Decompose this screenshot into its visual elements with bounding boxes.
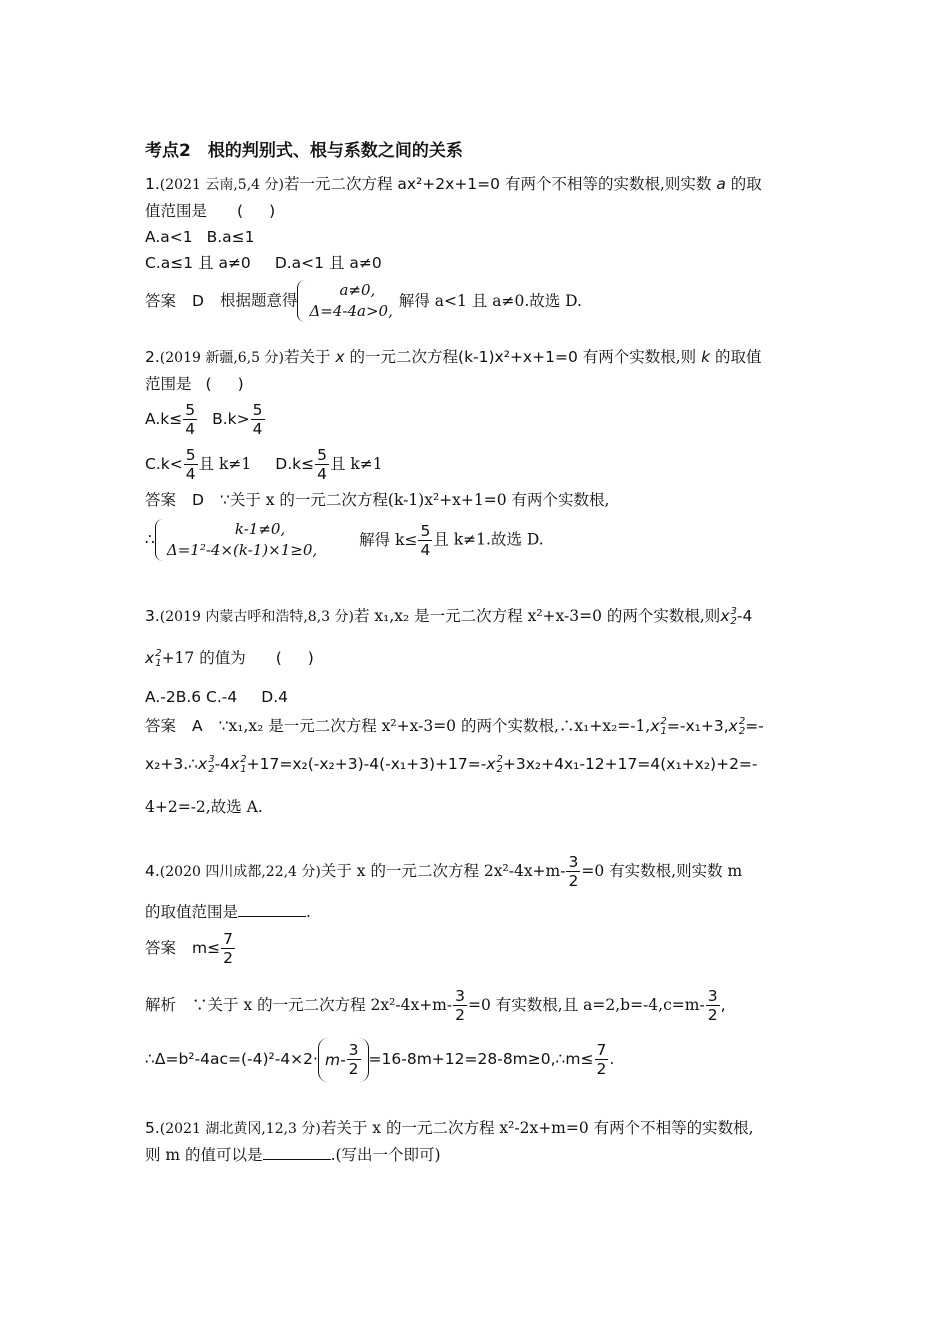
q4-jiexi-line2-b: =16-8m+12=28-8m≥0,∴m≤ — [368, 1050, 594, 1068]
q3-stem-a: 若 x₁,x₂ 是一元二次方程 x²+x-3=0 的两个实数根,则 — [353, 607, 721, 625]
q2-option-a: A.k≤ — [145, 410, 183, 428]
q2-answer-text-a: ∵关于 x 的一元二次方程(k-1)x²+x+1=0 有两个实数根, — [219, 491, 610, 509]
q1-stem-b: 有两个不相等的实数根,则实数 — [500, 175, 717, 193]
question-2 — [145, 344, 810, 561]
q1-answer-paren — [237, 198, 275, 224]
q1-answer-text-b: 解得 a<1 且 a≠0.故选 D. — [398, 291, 582, 310]
fraction-7-2 — [221, 930, 235, 967]
frac-den: 4 — [420, 540, 431, 559]
q1-stem-a: 若一元二次方程 — [283, 175, 398, 193]
therefore-symbol: ∴ — [145, 530, 155, 549]
q2-option-d-tail: 且 k≠1 — [329, 455, 383, 473]
q4-jiexi-line1-a: ∵关于 x 的一元二次方程 2x²-4x+m- — [192, 996, 453, 1014]
q1-option-a: A.a<1 — [145, 228, 193, 246]
x2-cubed: x 3 2 — [198, 753, 215, 775]
x2-cubed: x 3 2 — [720, 605, 737, 627]
q2-answer-choice: D — [192, 491, 204, 509]
q4-answer — [145, 925, 810, 971]
q4-stem-a: 关于 x 的一元二次方程 2x²-4x+m- — [320, 862, 566, 880]
q1-sys-line2: Δ=4-4a>0, — [309, 302, 393, 320]
q1-stem-line2: 值范围是 — [145, 202, 208, 220]
q4-source: (2020 四川成都,22,4 分) — [159, 864, 321, 880]
question-3 — [145, 601, 810, 820]
q4-jiexi-label: 解析 — [145, 996, 177, 1014]
q3-options-abc: A.-2B.6 C.-4 — [145, 688, 238, 706]
q1-option-c: C.a≤1 且 a≠0 — [145, 254, 251, 272]
q4-paren-text: m- — [324, 1050, 346, 1069]
document-body — [145, 136, 810, 1168]
paren-close: ) — [269, 202, 276, 220]
q3-answer-paren — [276, 638, 314, 678]
frac-num: 5 — [185, 401, 196, 419]
q3-answer-line1: ∵x₁,x₂ 是一元二次方程 x²+x-3=0 的两个实数根,∴x₁+x₂=-1, — [218, 717, 651, 735]
q2-answer-system — [145, 519, 810, 561]
frac-num: 3 — [707, 987, 718, 1005]
q3-answer-line2 — [145, 742, 810, 786]
q3-answer-line3-text: 4+2=-2,故选 A. — [145, 798, 263, 816]
frac-num: 3 — [568, 853, 579, 871]
q5-source: (2021 湖北黄冈,12,3 分) — [159, 1121, 321, 1137]
paren-open: ( — [205, 375, 212, 393]
q2-stem-a: 若关于 — [283, 348, 336, 366]
frac-num: 7 — [596, 1041, 607, 1059]
q2-var-x: x — [335, 348, 345, 366]
q2-equation-system — [155, 519, 317, 561]
q2-var-k: k — [701, 348, 711, 366]
q4-stem-b: =0 有实数根,则实数 m — [581, 862, 743, 880]
q1-option-b: B.a≤1 — [206, 228, 255, 246]
q2-option-d: D.k≤ — [275, 455, 315, 473]
q2-stem-d: 的取值 — [710, 348, 762, 366]
q5-number: 5. — [145, 1119, 160, 1137]
q3-answer-line1-c: =- — [745, 717, 764, 735]
q5-stem-line2-b: .(写出一个即可) — [330, 1146, 441, 1164]
q3-answer-line3 — [145, 794, 810, 820]
fraction-5-4 — [251, 401, 265, 438]
q2-equation: (k-1)x²+x+1=0 — [458, 348, 578, 366]
x2-squared: x 2 2 — [486, 753, 503, 775]
q3-answer-line2-b: -4 — [214, 755, 231, 773]
q1-options-row1 — [145, 224, 810, 250]
q1-source: (2021 云南,5,4 分) — [159, 177, 284, 193]
q1-equation-system — [297, 280, 392, 322]
paren-close: ) — [237, 375, 244, 393]
q2-answer — [145, 487, 810, 513]
fraction-5-4 — [183, 401, 197, 438]
fraction-3-2 — [347, 1041, 361, 1078]
x1-squared: x 2 1 — [650, 715, 667, 737]
fraction-3-2 — [566, 853, 580, 890]
frac-num: 5 — [420, 521, 431, 540]
q4-jiexi-line2-a: ∴Δ=b²-4ac=(-4)²-4×2· — [145, 1050, 318, 1068]
q4-paren-group — [318, 1038, 369, 1082]
q2-option-b: B.k> — [212, 410, 250, 428]
q3-answer-label: 答案 — [145, 717, 177, 735]
q2-answer-text-c: 且 k≠1.故选 D. — [433, 530, 544, 549]
question-4: 4.(2020 四川成都,22,4 分)关于 x 的一元二次方程 2x²-4x+m- $\frac{3}{2}$ =0 有实数根,则实数 m 的取值范围是 . 答案 m≤ $\frac{7}{2}$ 解析 ∵关于 x 的一元二次方程 2x²-4x+m- $\frac{3}{2}$ =0 有实数根,且 a=2,b=-4,c=m- $\frac{3}{2}$ , ∴Δ=b²-4ac=(-4)²-4×2· m- $\frac{3}{2}$ =16-8m+12=28-8m≥0,∴m≤ $\frac{7}{2}$ . — [145, 848, 810, 1085]
q5-answer-blank[interactable] — [263, 1145, 331, 1160]
q3-source: (2019 内蒙古呼和浩特,8,3 分) — [159, 609, 354, 625]
q1-option-d: D.a<1 且 a≠0 — [274, 254, 382, 272]
q5-stem-line2-a: 则 m 的值可以是 — [145, 1146, 263, 1164]
frac-den: 2 — [455, 1006, 465, 1024]
q2-answer-paren — [206, 371, 244, 397]
frac-den: 2 — [707, 1006, 718, 1024]
frac-num: 5 — [317, 446, 327, 464]
q4-answer-blank[interactable] — [238, 902, 306, 917]
q4-answer-label: 答案 — [145, 939, 177, 957]
q1-options-row2 — [145, 250, 810, 276]
x1-squared: x 2 1 — [230, 753, 247, 775]
frac-num: 5 — [252, 401, 263, 419]
q4-jiexi: 解析 ∵关于 x 的一元二次方程 2x²-4x+m- $\frac{3}{2}$ =0 有实数根,且 a=2,b=-4,c=m- $\frac{3}{2}$ , — [145, 987, 726, 1024]
q2-answer-text-b: 解得 k≤ — [359, 530, 418, 549]
frac-den: 4 — [185, 420, 196, 438]
frac-den: 2 — [596, 1060, 607, 1078]
q4-jiexi-line1-b: =0 有实数根,且 a=2,b=-4,c=m- — [468, 996, 705, 1014]
x2-squared: x 2 2 — [728, 715, 746, 737]
q1-var-a: a — [716, 175, 726, 193]
q2-sys-line1: k-1≠0, — [234, 520, 286, 538]
fraction-5-4 — [315, 446, 329, 483]
q3-stem-tail: -4 — [736, 607, 753, 625]
q2-number: 2. — [145, 348, 160, 366]
frac-num: 5 — [185, 446, 196, 464]
frac-num: 7 — [223, 930, 233, 948]
q3-answer — [145, 710, 810, 742]
x1-squared: x 2 1 — [145, 647, 162, 669]
frac-den: 4 — [317, 465, 327, 483]
q3-answer-line2-d: +3x₂+4x₁-12+17=4(x₁+x₂)+2=- — [502, 755, 758, 773]
q2-stem-c: 有两个实数根,则 — [577, 348, 702, 366]
q1-answer-text-a: 根据题意得 — [219, 291, 298, 310]
frac-den: 4 — [185, 465, 196, 483]
frac-den: 2 — [348, 1060, 359, 1078]
q3-answer-line2-a: x₂+3.∴ — [145, 755, 199, 773]
frac-den: 4 — [252, 420, 263, 438]
q1-answer-label: 答案 — [145, 291, 177, 310]
paren-close: ) — [307, 649, 314, 667]
q4-jiexi-line2: ∴Δ=b²-4ac=(-4)²-4×2· m- $\frac{3}{2}$ =16-8m+12=28-8m≥0,∴m≤ $\frac{7}{2}$ . — [145, 1033, 810, 1085]
paren-open: ( — [275, 649, 282, 667]
q2-answer-label: 答案 — [145, 491, 177, 509]
section-title: 考点2 根的判别式、根与系数之间的关系 — [145, 141, 463, 161]
q1-number: 1. — [145, 175, 160, 193]
q2-source: (2019 新疆,6,5 分) — [159, 350, 284, 366]
q1-answer — [145, 280, 810, 322]
q3-answer-line2-c: +17=x₂(-x₂+3)-4(-x₁+3)+17=- — [246, 755, 487, 773]
q4-stem-line2: 的取值范围是 — [145, 903, 239, 921]
frac-num: 3 — [455, 987, 465, 1005]
q2-stem-b: 的一元二次方程 — [344, 348, 459, 366]
fraction-5-4 — [184, 446, 198, 483]
q2-options-row2 — [145, 441, 810, 487]
q2-sys-line2: Δ=1²-4×(k-1)×1≥0, — [166, 541, 318, 559]
q1-answer-choice: D — [192, 291, 204, 310]
frac-den: 2 — [568, 872, 579, 890]
q3-options — [145, 684, 810, 710]
q4-number: 4. — [145, 862, 160, 880]
question-1 — [145, 171, 810, 322]
q2-stem-line2: 范围是 — [145, 375, 192, 393]
fraction-5-4 — [418, 522, 432, 559]
q2-option-c: C.k< — [145, 455, 183, 473]
q4-answer-text: m≤ — [192, 939, 221, 957]
q1-equation: ax²+2x+1=0 — [397, 175, 501, 193]
q3-answer-line1-b: =-x₁+3, — [666, 717, 729, 735]
q3-number: 3. — [145, 607, 160, 625]
q1-stem-c: 的取 — [725, 175, 762, 193]
q3-answer-choice: A — [192, 717, 203, 735]
fraction-3-2 — [706, 987, 720, 1024]
q1-sys-line1: a≠0, — [339, 281, 376, 299]
q2-options-row1 — [145, 397, 810, 441]
paren-open: ( — [237, 202, 244, 220]
q3-option-d: D.4 — [261, 688, 289, 706]
q2-option-c-tail: 且 k≠1 — [198, 455, 252, 473]
fraction-7-2 — [595, 1041, 609, 1078]
frac-den: 2 — [223, 949, 233, 967]
q5-stem-a: 若关于 x 的一元二次方程 x²-2x+m=0 有两个不相等的实数根, — [320, 1119, 754, 1137]
frac-num: 3 — [348, 1041, 359, 1059]
q3-stem-line2: +17 的值为 — [161, 649, 246, 667]
question-5 — [145, 1115, 810, 1168]
fraction-3-2 — [453, 987, 467, 1024]
